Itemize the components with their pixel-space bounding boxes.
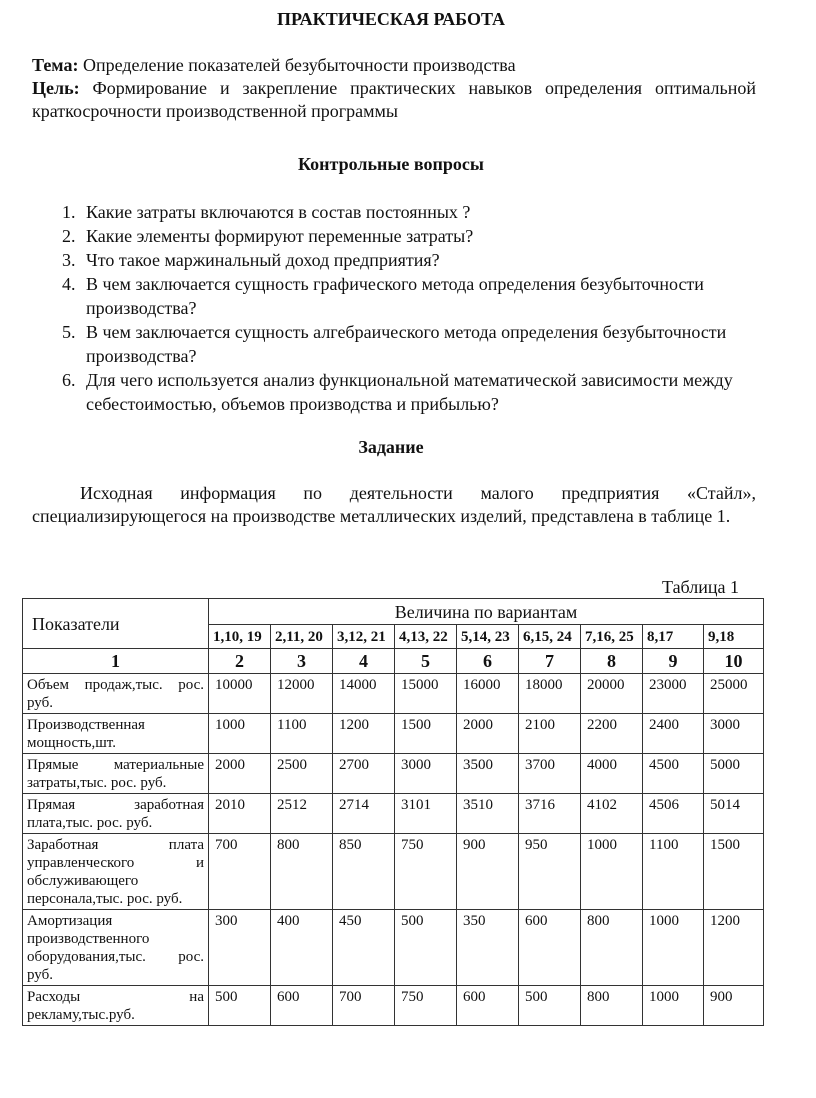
document-title: ПРАКТИЧЕСКАЯ РАБОТА (276, 9, 506, 29)
value-cell: 300 (209, 910, 271, 986)
value-cell: 1100 (643, 834, 704, 910)
value-cell: 1200 (704, 910, 764, 986)
value-cell: 1200 (333, 714, 395, 754)
value-cell: 800 (581, 986, 643, 1026)
value-cell: 500 (395, 910, 457, 986)
value-cell: 1100 (271, 714, 333, 754)
variant-cell: 2,11, 20 (271, 625, 333, 649)
value-cell: 20000 (581, 674, 643, 714)
value-cell: 5000 (704, 754, 764, 794)
table-caption: Таблица 1 (662, 577, 739, 597)
value-cell: 600 (457, 986, 519, 1026)
value-cell: 1500 (704, 834, 764, 910)
value-cell: 2400 (643, 714, 704, 754)
table-row (23, 986, 764, 1026)
column-number: 4 (333, 649, 395, 674)
task-heading: Задание (358, 437, 424, 457)
value-cell: 700 (333, 986, 395, 1026)
value-cell: 2714 (333, 794, 395, 834)
column-number: 1 (23, 649, 209, 674)
row-label: Объем продаж,тыс. рос. руб. (23, 674, 209, 714)
value-cell: 23000 (643, 674, 704, 714)
variant-cell: 7,16, 25 (581, 625, 643, 649)
table-row (23, 910, 764, 986)
value-cell: 350 (457, 910, 519, 986)
value-cell: 3716 (519, 794, 581, 834)
value-cell: 12000 (271, 674, 333, 714)
value-cell: 600 (271, 986, 333, 1026)
value-cell: 400 (271, 910, 333, 986)
variant-cell: 9,18 (704, 625, 764, 649)
value-cell: 4102 (581, 794, 643, 834)
variant-cell: 6,15, 24 (519, 625, 581, 649)
question-item: 4. В чем заключается сущность графического метода определения безубыточности производства? (80, 272, 800, 320)
table-row (23, 674, 764, 714)
variants-header: Величина по вариантам (209, 599, 764, 625)
goal-label: Цель: (32, 78, 80, 98)
value-cell: 1500 (395, 714, 457, 754)
value-cell: 900 (457, 834, 519, 910)
value-cell: 4500 (643, 754, 704, 794)
value-cell: 2500 (271, 754, 333, 794)
value-cell: 10000 (209, 674, 271, 714)
value-cell: 2000 (209, 754, 271, 794)
value-cell: 1000 (209, 714, 271, 754)
table-header-row (23, 599, 764, 625)
value-cell: 950 (519, 834, 581, 910)
value-cell: 3000 (395, 754, 457, 794)
column-number: 2 (209, 649, 271, 674)
question-item: 3. Что такое маржинальный доход предприятия? (80, 248, 800, 272)
row-label: Амортизация производственного оборудования,тыс. рос. руб. (23, 910, 209, 986)
value-cell: 800 (581, 910, 643, 986)
column-number: 9 (643, 649, 704, 674)
table-row (23, 834, 764, 910)
value-cell: 1000 (581, 834, 643, 910)
value-cell: 18000 (519, 674, 581, 714)
value-cell: 750 (395, 986, 457, 1026)
row-label: Заработная плата управленческого и обслуживающего персонала,тыс. рос. руб. (23, 834, 209, 910)
topic-text: Определение показателей безубыточности производства (82, 55, 516, 75)
value-cell: 900 (704, 986, 764, 1026)
value-cell: 500 (209, 986, 271, 1026)
row-label: Производственная мощность,шт. (23, 714, 209, 754)
value-cell: 4000 (581, 754, 643, 794)
topic-line (32, 54, 756, 77)
table-row (23, 794, 764, 834)
question-item: 6. Для чего используется анализ функциональной математической зависимости между себестоимостью, объемов производства и прибылью? (80, 368, 800, 416)
value-cell: 700 (209, 834, 271, 910)
questions-list (48, 200, 800, 416)
variant-cell: 1,10, 19 (209, 625, 271, 649)
value-cell: 3510 (457, 794, 519, 834)
value-cell: 2512 (271, 794, 333, 834)
table-row (23, 714, 764, 754)
value-cell: 3500 (457, 754, 519, 794)
topic-label: Тема: (32, 55, 79, 75)
row-label: Прямые материальные затраты,тыс. рос. руб. (23, 754, 209, 794)
variant-cell: 3,12, 21 (333, 625, 395, 649)
value-cell: 500 (519, 986, 581, 1026)
column-number: 6 (457, 649, 519, 674)
value-cell: 3000 (704, 714, 764, 754)
value-cell: 2700 (333, 754, 395, 794)
question-item: 2. Какие элементы формируют переменные затраты? (80, 224, 800, 248)
value-cell: 16000 (457, 674, 519, 714)
data-table (22, 598, 764, 1026)
column-number-row (23, 649, 764, 674)
goal-text: Формирование и закрепление практических навыков определения оптимальной краткосрочности производственной программы (32, 78, 757, 121)
value-cell: 14000 (333, 674, 395, 714)
value-cell: 2100 (519, 714, 581, 754)
column-number: 10 (704, 649, 764, 674)
value-cell: 2200 (581, 714, 643, 754)
value-cell: 1000 (643, 910, 704, 986)
column-number: 8 (581, 649, 643, 674)
value-cell: 25000 (704, 674, 764, 714)
value-cell: 2010 (209, 794, 271, 834)
goal-paragraph (32, 77, 756, 123)
variant-cell: 5,14, 23 (457, 625, 519, 649)
value-cell: 2000 (457, 714, 519, 754)
value-cell: 600 (519, 910, 581, 986)
value-cell: 800 (271, 834, 333, 910)
questions-heading: Контрольные вопросы (298, 154, 484, 174)
indicator-header: Показатели (23, 599, 209, 649)
table-row (23, 754, 764, 794)
value-cell: 3101 (395, 794, 457, 834)
row-label: Прямая заработная плата,тыс. рос. руб. (23, 794, 209, 834)
value-cell: 750 (395, 834, 457, 910)
variant-cell: 8,17 (643, 625, 704, 649)
row-label: Расходы на рекламу,тыс.руб. (23, 986, 209, 1026)
column-number: 3 (271, 649, 333, 674)
question-item: 5. В чем заключается сущность алгебраического метода определения безубыточности производства? (80, 320, 800, 368)
question-item: 1. Какие затраты включаются в состав постоянных ? (80, 200, 800, 224)
value-cell: 450 (333, 910, 395, 986)
value-cell: 5014 (704, 794, 764, 834)
value-cell: 3700 (519, 754, 581, 794)
column-number: 7 (519, 649, 581, 674)
value-cell: 1000 (643, 986, 704, 1026)
value-cell: 15000 (395, 674, 457, 714)
value-cell: 850 (333, 834, 395, 910)
table-body (23, 674, 764, 1026)
value-cell: 4506 (643, 794, 704, 834)
task-paragraph: Исходная информация по деятельности малого предприятия «Стайл», специализирующегося на производстве металлических изделий, представлена в таблице 1. (32, 483, 756, 526)
column-number: 5 (395, 649, 457, 674)
variant-cell: 4,13, 22 (395, 625, 457, 649)
